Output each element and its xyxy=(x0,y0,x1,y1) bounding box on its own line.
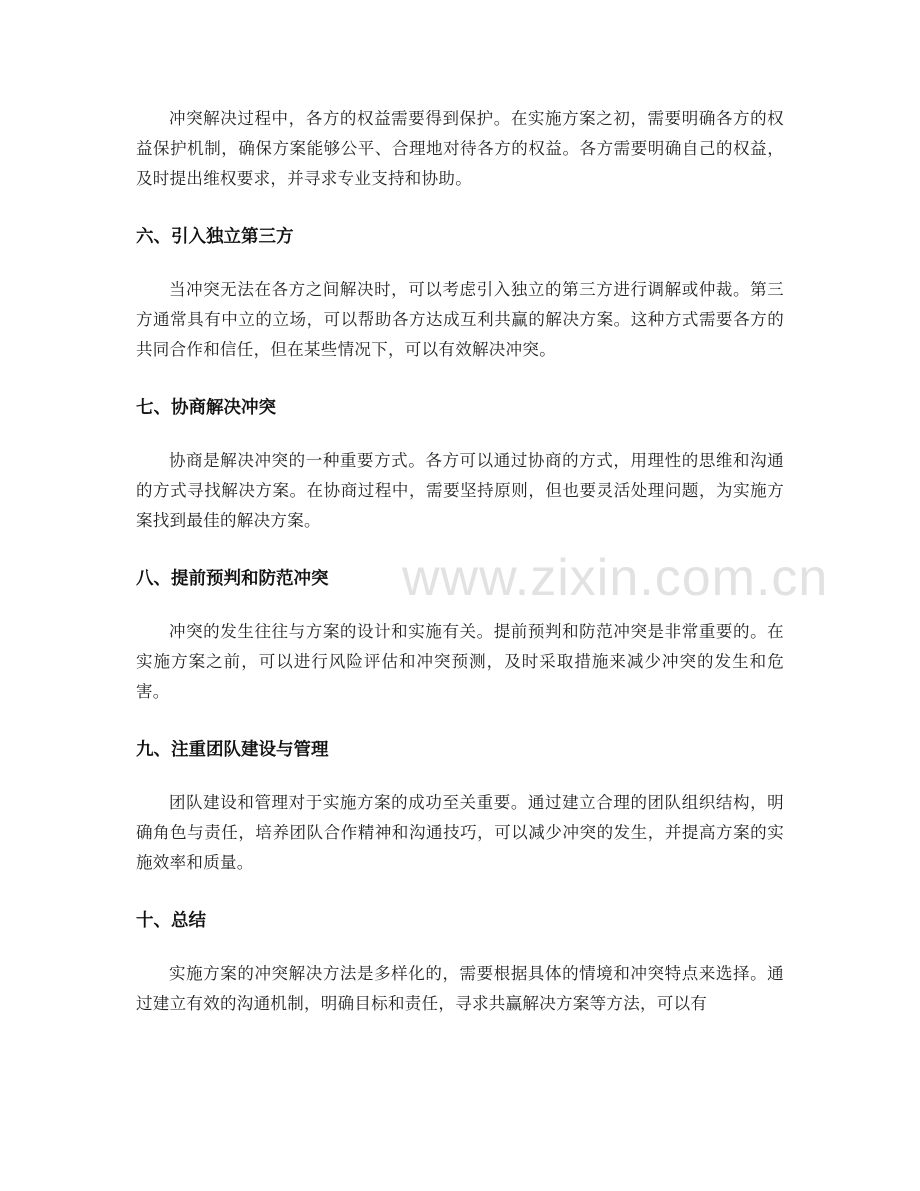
watermark-text: www.zixin.com.cn xyxy=(402,549,829,607)
section-heading-6: 六、引入独立第三方 xyxy=(136,227,294,247)
section-heading-9: 九、注重团队建设与管理 xyxy=(136,740,329,760)
section-heading-8: 八、提前预判和防范冲突 xyxy=(136,569,329,589)
document-page xyxy=(136,104,784,1019)
section-heading-7: 七、协商解决冲突 xyxy=(136,398,276,418)
section-body-8: 冲突的发生往往与方案的设计和实施有关。提前预判和防范冲突是非常重要的。在实施方案之前，可以进行风险评估和冲突预测，及时采取措施来减少冲突的发生和危害。 xyxy=(136,622,784,701)
intro-paragraph: 冲突解决过程中，各方的权益需要得到保护。在实施方案之初，需要明确各方的权益保护机制，确保方案能够公平、合理地对待各方的权益。各方需要明确自己的权益，及时提出维权要求，并寻求专业支持和协助。 xyxy=(136,109,784,188)
section-heading-10: 十、总结 xyxy=(136,911,206,931)
section-body-10: 实施方案的冲突解决方法是多样化的，需要根据具体的情境和冲突特点来选择。通过建立有效的沟通机制，明确目标和责任，寻求共赢解决方案等方法，可以有 xyxy=(136,964,784,1013)
section-body-9: 团队建设和管理对于实施方案的成功至关重要。通过建立合理的团队组织结构，明确角色与责任，培养团队合作精神和沟通技巧，可以减少冲突的发生，并提高方案的实施效率和质量。 xyxy=(136,793,784,872)
section-body-7: 协商是解决冲突的一种重要方式。各方可以通过协商的方式，用理性的思维和沟通的方式寻找解决方案。在协商过程中，需要坚持原则，但也要灵活处理问题，为实施方案找到最佳的解决方案。 xyxy=(136,451,784,530)
section-body-6: 当冲突无法在各方之间解决时，可以考虑引入独立的第三方进行调解或仲裁。第三方通常具有中立的立场，可以帮助各方达成互利共赢的解决方案。这种方式需要各方的共同合作和信任，但在某些情况下，可以有效解决冲突。 xyxy=(136,280,784,359)
